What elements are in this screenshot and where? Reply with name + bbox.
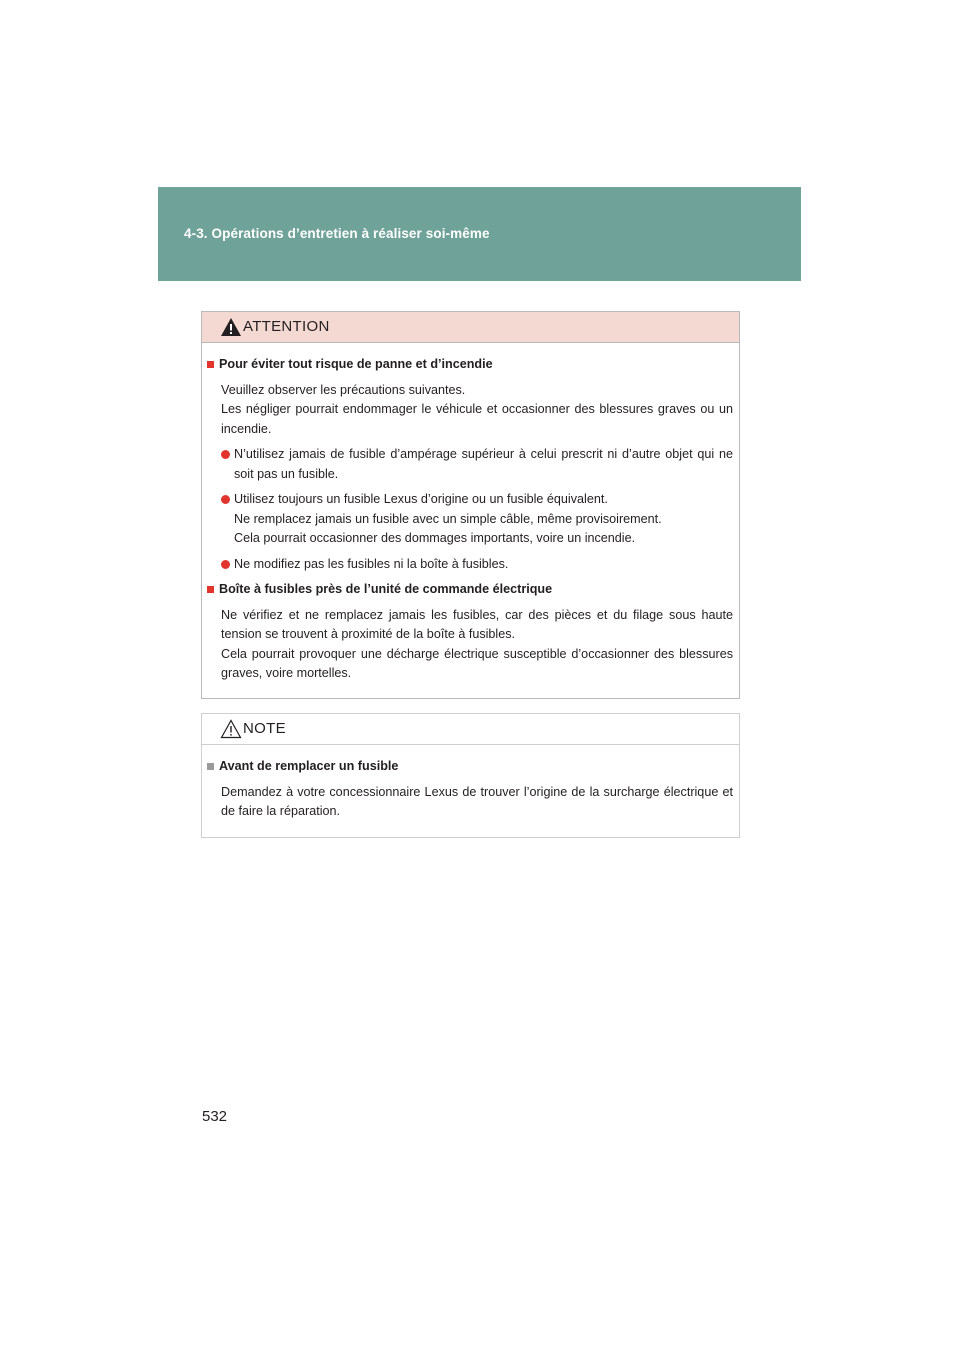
chapter-header-band xyxy=(158,187,801,281)
note-paragraph: Demandez à votre concessionnaire Lexus de trouver l’origine de la surcharge électrique et de faire la réparation. xyxy=(221,784,733,818)
attention-label: ATTENTION xyxy=(243,318,330,335)
square-marker-icon xyxy=(207,361,214,368)
bullet-dot-icon xyxy=(221,495,230,504)
attention-bullet: N’utilisez jamais de fusible d’ampérage supérieur à celui prescrit ni d’autre objet qui ne soit pas un fusible. xyxy=(221,445,733,484)
attention-section-title: Boîte à fusibles près de l’unité de commande électrique xyxy=(207,580,733,600)
bullet-dot-icon xyxy=(221,450,230,459)
warning-triangle-outline-icon xyxy=(220,719,242,739)
attention-bullet: Utilisez toujours un fusible Lexus d’origine ou un fusible équivalent. Ne remplacez jamais un fusible avec un simple câble, même provisoirement. Cela pourrait occasionner des dommages importants, voire un incendie. xyxy=(221,490,733,549)
note-label: NOTE xyxy=(243,720,286,737)
note-header xyxy=(202,714,739,745)
attention-content xyxy=(202,343,739,684)
note-section-title: Avant de remplacer un fusible xyxy=(207,757,733,777)
square-marker-icon xyxy=(207,763,214,770)
attention-section-title: Pour éviter tout risque de panne et d’incendie xyxy=(207,355,733,375)
attention-bullet: Ne modifiez pas les fusibles ni la boîte à fusibles. xyxy=(221,555,733,575)
page-number: 532 xyxy=(202,1108,228,1125)
attention-header xyxy=(202,312,739,343)
chapter-title: 4-3. Opérations d’entretien à réaliser soi-même xyxy=(184,226,490,241)
note-box xyxy=(201,713,740,838)
attention-paragraph: Ne vérifiez et ne remplacez jamais les fusibles, car des pièces et du filage sous haute tension se trouvent à proximité de la boîte à fusibles. Cela pourrait provoquer une décharge électrique susceptible d’occasionner des blessures graves, voire mortelles. xyxy=(221,607,733,680)
note-content xyxy=(202,745,739,822)
attention-paragraph: Veuillez observer les précautions suivantes. Les négliger pourrait endommager le véhicule et occasionner des blessures graves ou un incendie. xyxy=(221,382,733,436)
warning-triangle-icon xyxy=(220,317,242,337)
bullet-dot-icon xyxy=(221,560,230,569)
attention-box xyxy=(201,311,740,699)
square-marker-icon xyxy=(207,586,214,593)
